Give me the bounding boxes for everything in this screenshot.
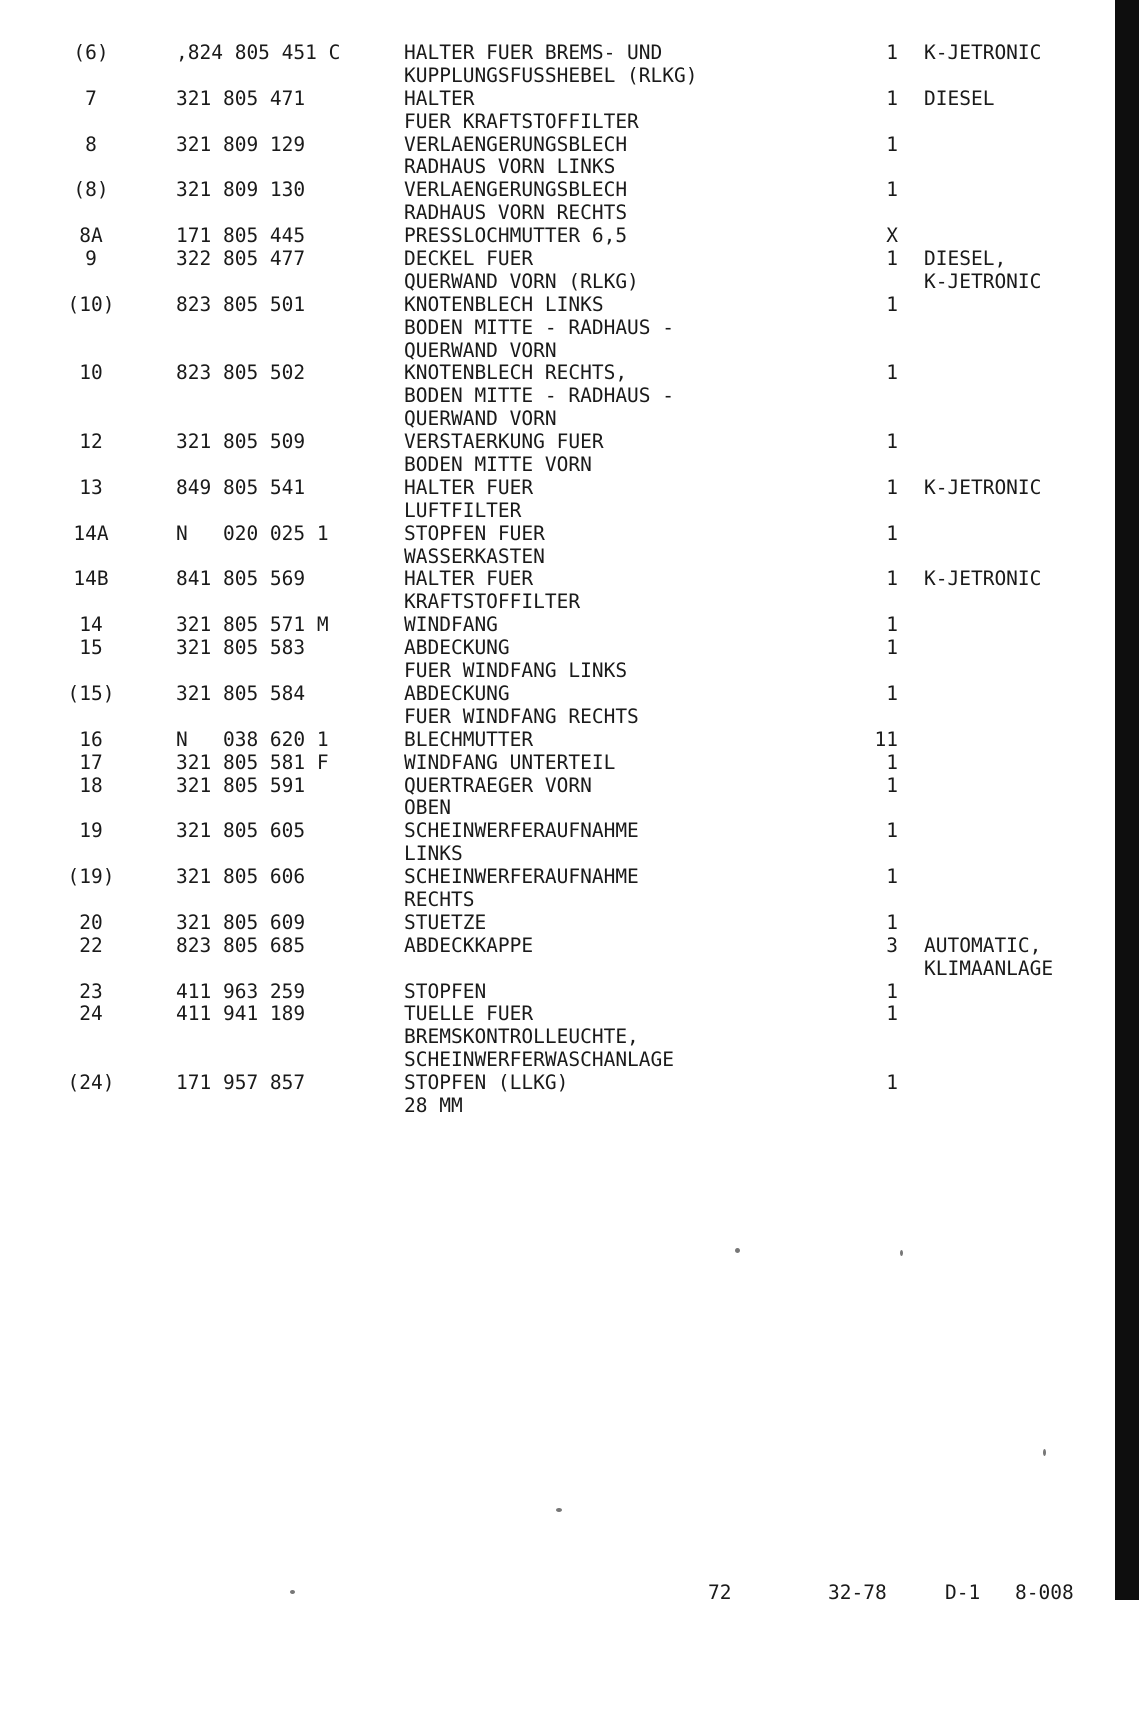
item-position: 12 [79, 430, 103, 454]
part-number: 823 805 685 [176, 933, 306, 957]
table-row-line [0, 889, 1115, 912]
table-row-line [0, 797, 1115, 820]
table-row-line [0, 179, 1115, 202]
table-row [0, 225, 1115, 248]
description: RECHTS [404, 887, 475, 911]
page-footer [0, 1582, 1139, 1604]
description: STUETZE [404, 910, 487, 934]
scan-speck [900, 1250, 903, 1256]
item-position: 13 [79, 475, 103, 499]
table-row-line [0, 362, 1115, 385]
table-row-line [0, 1095, 1115, 1118]
description: HALTER [404, 86, 475, 110]
table-row-line [0, 1049, 1115, 1072]
table-row-line [0, 134, 1115, 157]
table-row-line [0, 1026, 1115, 1049]
table-row-line [0, 317, 1115, 340]
part-number: 823 805 501 [176, 292, 306, 316]
table-row-line [0, 431, 1115, 454]
table-row-line [0, 775, 1115, 798]
table-row [0, 775, 1115, 821]
quantity: 1 [886, 1002, 898, 1026]
table-row [0, 179, 1115, 225]
quantity: 11 [874, 727, 898, 751]
quantity: 1 [886, 430, 898, 454]
description: OBEN [404, 796, 451, 820]
scan-speck [556, 1508, 562, 1512]
item-position: (19) [67, 865, 115, 889]
description: SCHEINWERFERAUFNAHME [404, 819, 639, 843]
part-number: N 020 025 1 [176, 521, 329, 545]
description: FUER WINDFANG LINKS [404, 659, 628, 683]
description: VERLAENGERUNGSBLECH [404, 178, 628, 202]
table-row-line [0, 568, 1115, 591]
table-row-line [0, 614, 1115, 637]
description: QUERWAND VORN (RLKG) [404, 269, 639, 293]
remark: DIESEL [924, 86, 995, 110]
description: BODEN MITTE - RADHAUS - [404, 384, 675, 408]
quantity: 1 [886, 773, 898, 797]
description: KUPPLUNGSFUSSHEBEL (RLKG) [404, 63, 698, 87]
table-row-line [0, 706, 1115, 729]
scan-speck [1043, 1449, 1046, 1456]
description: HALTER FUER [404, 475, 534, 499]
quantity: 1 [886, 41, 898, 64]
table-row-line [0, 958, 1115, 981]
part-number: ,824 805 451 C [176, 41, 341, 64]
quantity: 1 [886, 475, 898, 499]
description: QUERTRAEGER VORN [404, 773, 592, 797]
part-number: 321 805 591 [176, 773, 306, 797]
quantity: X [886, 224, 898, 248]
parts-table [0, 42, 1115, 1118]
table-row [0, 729, 1115, 752]
item-position: 15 [79, 636, 103, 660]
description: BREMSKONTROLLEUCHTE, [404, 1025, 639, 1049]
quantity: 1 [886, 178, 898, 202]
table-row [0, 294, 1115, 363]
part-number: N 038 620 1 [176, 727, 329, 751]
description: FUER KRAFTSTOFFILTER [404, 109, 639, 133]
quantity: 1 [886, 567, 898, 591]
item-position: 14A [73, 521, 109, 545]
quantity: 1 [886, 865, 898, 889]
quantity: 1 [886, 910, 898, 934]
quantity: 1 [886, 292, 898, 316]
table-row-line [0, 637, 1115, 660]
table-row [0, 42, 1115, 88]
description: STOPFEN FUER [404, 521, 545, 545]
table-row [0, 134, 1115, 180]
part-number: 322 805 477 [176, 247, 306, 271]
description: SCHEINWERFERAUFNAHME [404, 865, 639, 889]
item-position: 9 [85, 247, 97, 271]
table-row [0, 683, 1115, 729]
quantity: 1 [886, 132, 898, 156]
quantity: 3 [886, 933, 898, 957]
table-row [0, 981, 1115, 1004]
description: QUERWAND VORN [404, 407, 557, 431]
description: ABDECKUNG [404, 636, 510, 660]
table-row-line [0, 294, 1115, 317]
table-row-line [0, 454, 1115, 477]
description: WASSERKASTEN [404, 544, 545, 568]
quantity: 1 [886, 1071, 898, 1095]
scan-speck [735, 1248, 740, 1253]
item-position: 10 [79, 361, 103, 385]
item-position: 8 [85, 132, 97, 156]
quantity: 1 [886, 819, 898, 843]
quantity: 1 [886, 247, 898, 271]
item-position: (24) [67, 1071, 115, 1095]
description: FUER WINDFANG RECHTS [404, 704, 639, 728]
remark: KLIMAANLAGE [924, 956, 1054, 980]
table-row-line [0, 591, 1115, 614]
table-row-line [0, 477, 1115, 500]
part-number: 321 805 571 M [176, 613, 329, 637]
description: RADHAUS VORN LINKS [404, 155, 616, 179]
item-position: (10) [67, 292, 115, 316]
item-position: 18 [79, 773, 103, 797]
part-number: 411 963 259 [176, 979, 306, 1003]
table-row-line [0, 225, 1115, 248]
description: RADHAUS VORN RECHTS [404, 201, 628, 225]
description: HALTER FUER [404, 567, 534, 591]
part-number: 171 957 857 [176, 1071, 306, 1095]
table-row-line [0, 340, 1115, 363]
part-number: 849 805 541 [176, 475, 306, 499]
description: 28 MM [404, 1093, 463, 1117]
remark: K-JETRONIC [924, 475, 1042, 499]
description: TUELLE FUER [404, 1002, 534, 1026]
quantity: 1 [886, 979, 898, 1003]
table-row [0, 935, 1115, 981]
item-position: 24 [79, 1002, 103, 1026]
quantity: 1 [886, 681, 898, 705]
footer-group: D-1 [945, 1581, 981, 1604]
description: LUFTFILTER [404, 498, 522, 522]
table-row-line [0, 729, 1115, 752]
remark: K-JETRONIC [924, 269, 1042, 293]
description: DECKEL FUER [404, 247, 534, 271]
item-position: (15) [67, 681, 115, 705]
table-row [0, 752, 1115, 775]
part-number: 321 805 471 [176, 86, 306, 110]
item-position: 23 [79, 979, 103, 1003]
part-number: 321 809 129 [176, 132, 306, 156]
quantity: 1 [886, 521, 898, 545]
table-row [0, 912, 1115, 935]
table-row [0, 866, 1115, 912]
table-row-line [0, 683, 1115, 706]
description: ABDECKKAPPE [404, 933, 534, 957]
table-row [0, 614, 1115, 637]
table-row-line [0, 935, 1115, 958]
item-position: 14 [79, 613, 103, 637]
table-row-line [0, 248, 1115, 271]
description: ABDECKUNG [404, 681, 510, 705]
table-row-line [0, 981, 1115, 1004]
table-row [0, 1003, 1115, 1072]
description: BODEN MITTE - RADHAUS - [404, 315, 675, 339]
table-row-line [0, 111, 1115, 134]
table-row-line [0, 866, 1115, 889]
item-position: 7 [85, 86, 97, 110]
part-number: 321 805 609 [176, 910, 306, 934]
table-row [0, 1072, 1115, 1118]
scan-edge-bar [1115, 0, 1139, 1600]
quantity: 1 [886, 361, 898, 385]
table-row-line [0, 546, 1115, 569]
description: KNOTENBLECH RECHTS, [404, 361, 628, 385]
table-row-line [0, 408, 1115, 431]
footer-page-number: 72 [708, 1581, 732, 1604]
quantity: 1 [886, 750, 898, 774]
part-number: 321 805 606 [176, 865, 306, 889]
footer-code: 32-78 [828, 1581, 887, 1604]
item-position: 8A [79, 224, 103, 248]
description: KRAFTSTOFFILTER [404, 590, 581, 614]
description: LINKS [404, 842, 463, 866]
table-row [0, 88, 1115, 134]
table-row-line [0, 820, 1115, 843]
table-row [0, 568, 1115, 614]
table-row-line [0, 65, 1115, 88]
description: QUERWAND VORN [404, 338, 557, 362]
table-row-line [0, 88, 1115, 111]
table-row [0, 431, 1115, 477]
item-position: 19 [79, 819, 103, 843]
part-number: 321 805 605 [176, 819, 306, 843]
table-row [0, 820, 1115, 866]
table-row-line [0, 1003, 1115, 1026]
quantity: 1 [886, 613, 898, 637]
description: HALTER FUER BREMS- UND [404, 41, 663, 64]
table-row-line [0, 1072, 1115, 1095]
description: STOPFEN [404, 979, 487, 1003]
item-position: 22 [79, 933, 103, 957]
item-position: 16 [79, 727, 103, 751]
table-row-line [0, 156, 1115, 179]
description: SCHEINWERFERWASCHANLAGE [404, 1048, 675, 1072]
description: KNOTENBLECH LINKS [404, 292, 604, 316]
description: PRESSLOCHMUTTER 6,5 [404, 224, 628, 248]
table-row-line [0, 202, 1115, 225]
table-row [0, 477, 1115, 523]
description: VERSTAERKUNG FUER [404, 430, 604, 454]
description: BLECHMUTTER [404, 727, 534, 751]
quantity: 1 [886, 86, 898, 110]
item-position: 17 [79, 750, 103, 774]
part-number: 321 805 509 [176, 430, 306, 454]
table-row [0, 248, 1115, 294]
remark: K-JETRONIC [924, 567, 1042, 591]
part-number: 321 805 581 F [176, 750, 329, 774]
scan-speck [290, 1590, 295, 1594]
description: VERLAENGERUNGSBLECH [404, 132, 628, 156]
table-row-line [0, 752, 1115, 775]
table-row [0, 362, 1115, 431]
remark: AUTOMATIC, [924, 933, 1042, 957]
part-number: 841 805 569 [176, 567, 306, 591]
part-number: 411 941 189 [176, 1002, 306, 1026]
part-number: 321 805 584 [176, 681, 306, 705]
item-position: (8) [73, 178, 109, 202]
table-row-line [0, 42, 1115, 65]
part-number: 321 805 583 [176, 636, 306, 660]
table-row-line [0, 660, 1115, 683]
table-row-line [0, 271, 1115, 294]
table-row-line [0, 843, 1115, 866]
part-number: 321 809 130 [176, 178, 306, 202]
table-row [0, 637, 1115, 683]
description: BODEN MITTE VORN [404, 453, 592, 477]
remark: DIESEL, [924, 247, 1007, 271]
table-row-line [0, 500, 1115, 523]
part-number: 171 805 445 [176, 224, 306, 248]
table-row-line [0, 385, 1115, 408]
description: WINDFANG UNTERTEIL [404, 750, 616, 774]
item-position: 20 [79, 910, 103, 934]
part-number: 823 805 502 [176, 361, 306, 385]
description: STOPFEN (LLKG) [404, 1071, 569, 1095]
item-position: 14B [73, 567, 109, 591]
table-row-line [0, 523, 1115, 546]
table-row-line [0, 912, 1115, 935]
description: WINDFANG [404, 613, 498, 637]
footer-reference: 8-008 [1015, 1581, 1074, 1604]
item-position: (6) [73, 41, 109, 64]
remark: K-JETRONIC [924, 41, 1042, 64]
quantity: 1 [886, 636, 898, 660]
table-row [0, 523, 1115, 569]
